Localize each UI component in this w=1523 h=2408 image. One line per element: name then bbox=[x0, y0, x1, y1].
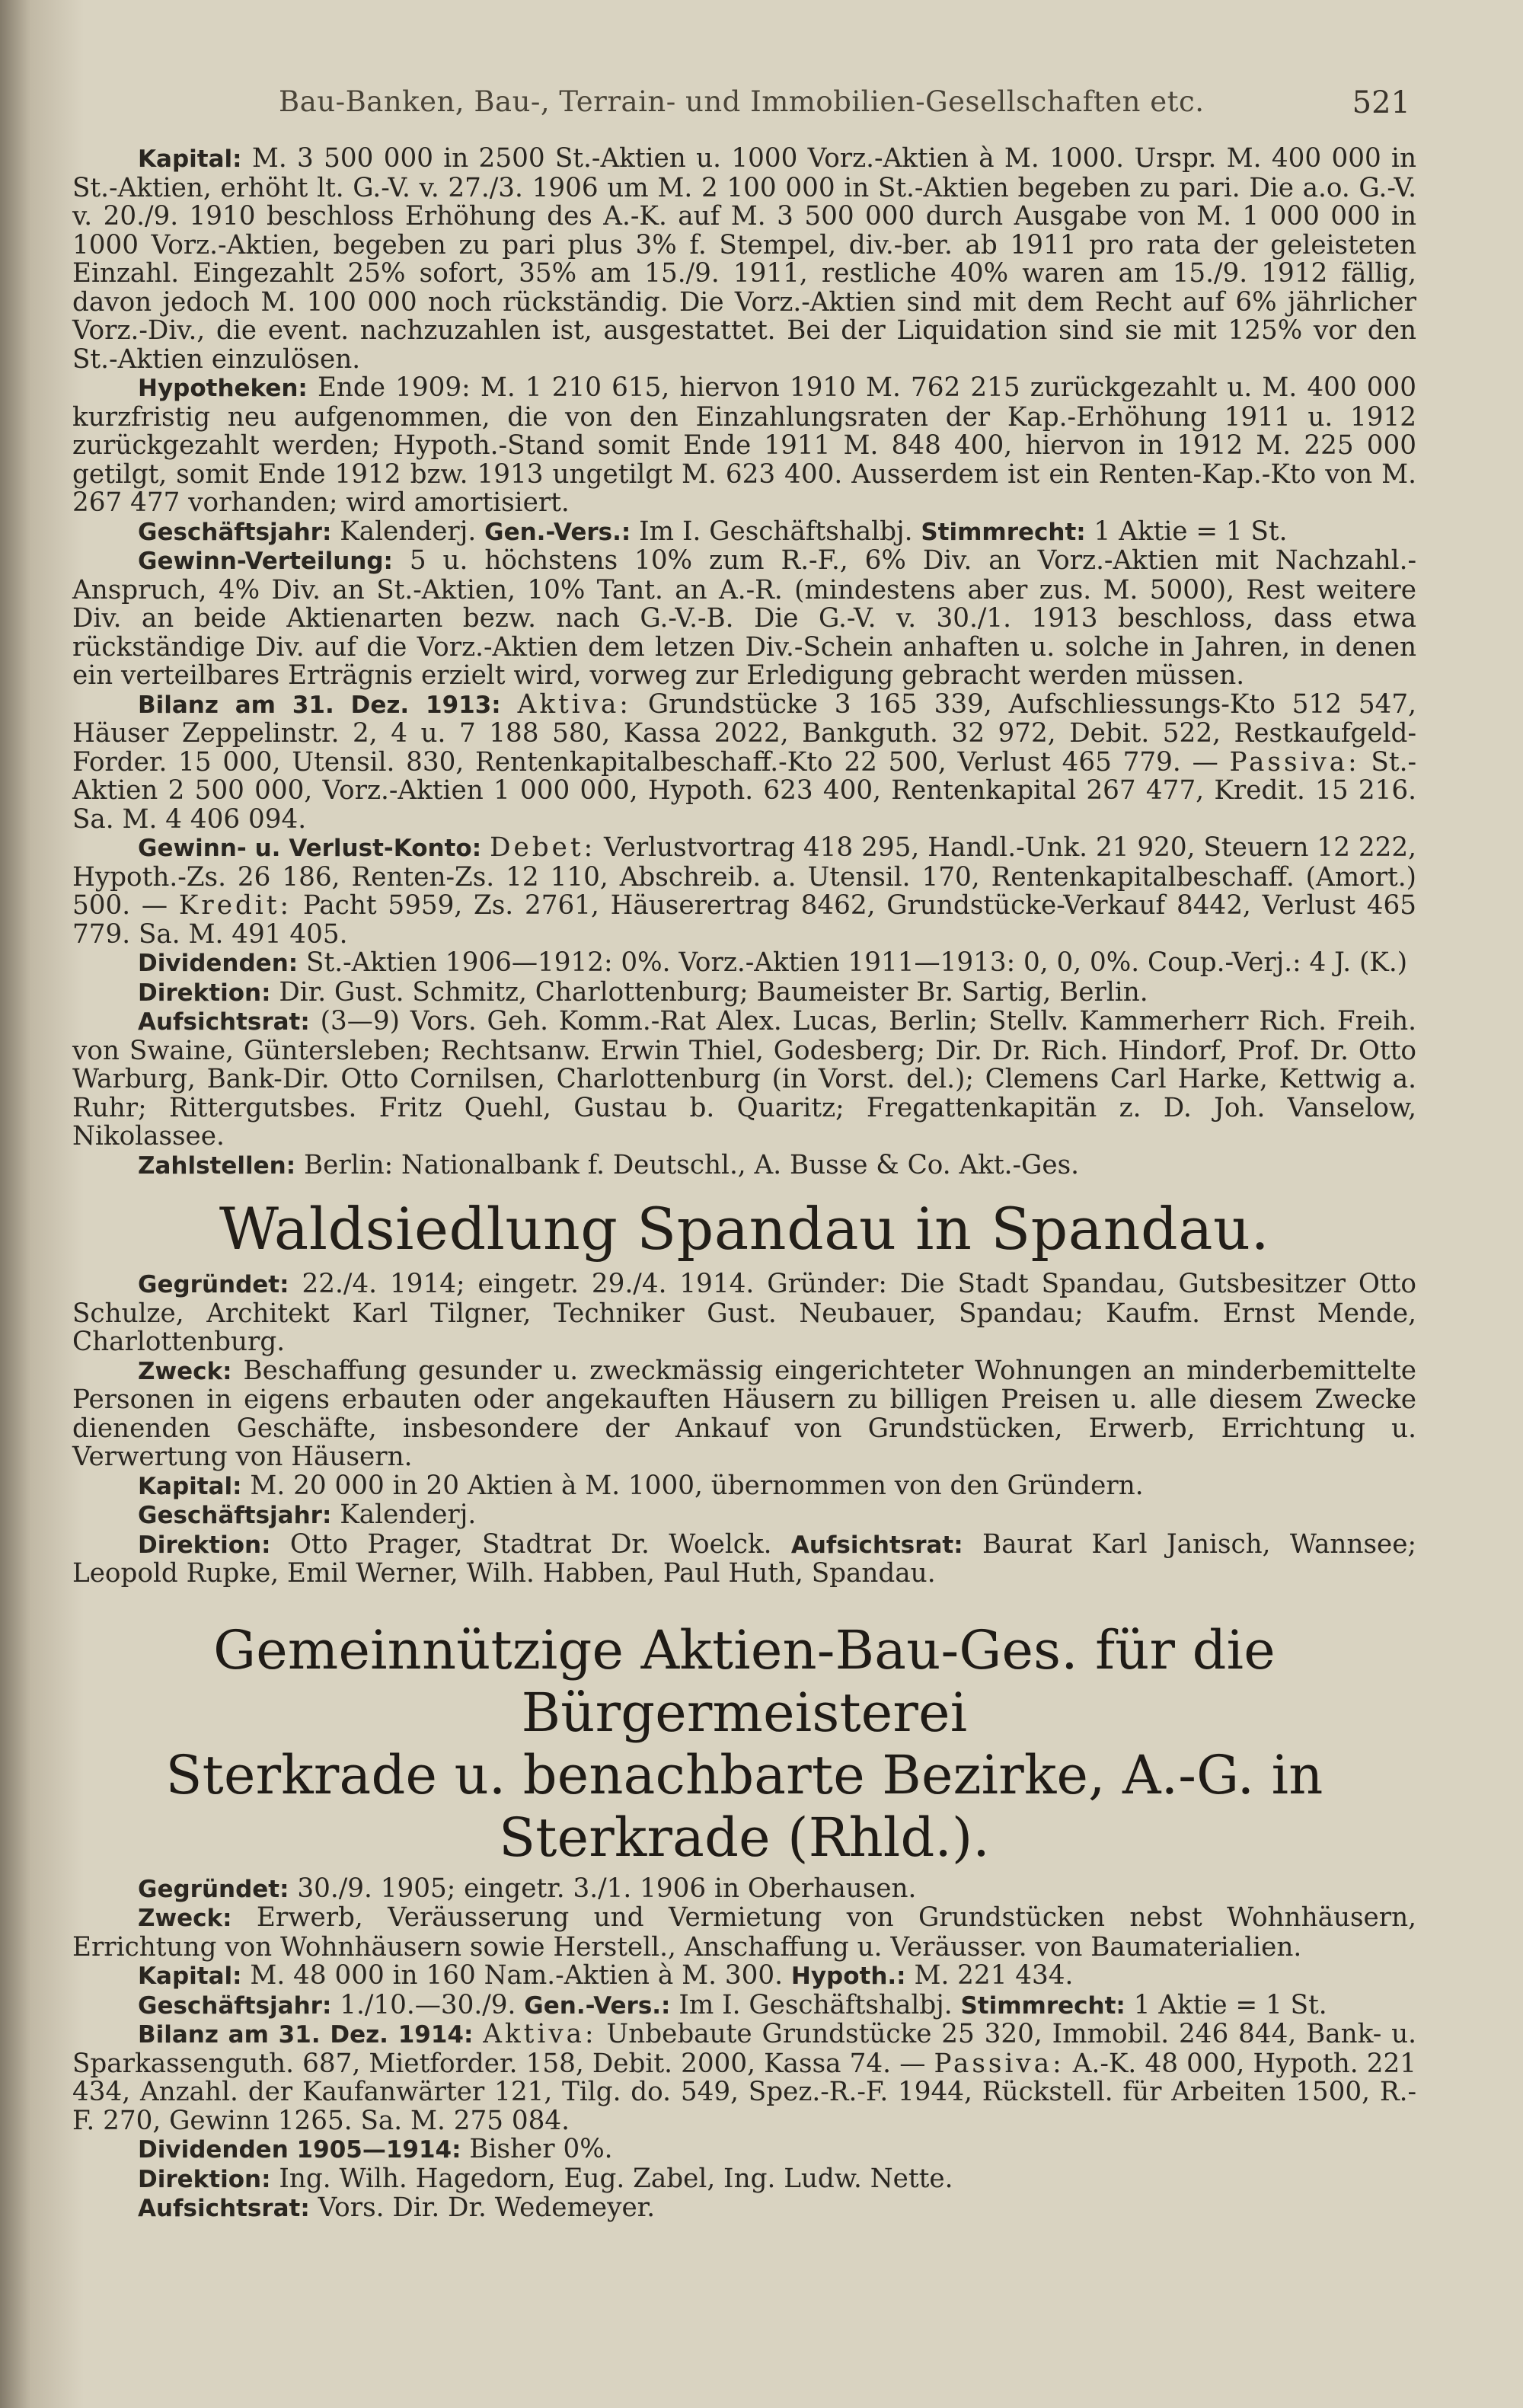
field-label: Gen.-Vers.: bbox=[484, 518, 631, 546]
company-title: Waldsiedlung Spandau in Spandau. bbox=[219, 1195, 1270, 1263]
paragraph-geschaeftsjahr bbox=[72, 1501, 1416, 1531]
field-label: Direktion: bbox=[138, 979, 271, 1007]
paragraph-hypotheken bbox=[72, 374, 1416, 518]
company-title-line-1: Gemeinnützige Aktien-Bau-Ges. für die Bürgermeisterei bbox=[213, 1618, 1276, 1744]
paragraph-zahlstellen bbox=[72, 1151, 1416, 1181]
field-label: Gewinn-Verteilung: bbox=[138, 548, 393, 575]
paragraph-aufsichtsrat bbox=[72, 1008, 1416, 1151]
field-label: Bilanz am 31. Dez. 1914: bbox=[138, 2021, 474, 2049]
field-label-spaced: Passiva: bbox=[934, 2048, 1065, 2079]
field-label-spaced: Debet: bbox=[490, 832, 596, 863]
field-text: Im I. Geschäftshalbj. bbox=[631, 516, 921, 547]
paragraph-bilanz bbox=[72, 2020, 1416, 2135]
field-text: Verlustvortrag 418 295, Handl.-Unk. 21 920, Steuern 12 222, Hypoth.-Zs. 26 186, Renten-Zs. 12 110, Abschreib. a. Utensil. 170, Rentenkapitalbeschaff. (Amort.) 500. — bbox=[72, 832, 1417, 921]
company-title-line-2: Sterkrade u. benachbarte Bezirke, A.-G. in Sterkrade (Rhld.). bbox=[165, 1743, 1323, 1869]
running-header bbox=[0, 85, 1523, 131]
paragraph-kapital bbox=[72, 1962, 1416, 1991]
paragraph-gewinn-verteilung bbox=[72, 547, 1416, 691]
field-text: Erwerb, Veräusserung und Vermietung von Grundstücken nebst Wohnhäusern, Errichtung von Wohnhäusern sowie Herstell., Anschaffung u. Veräusser. von Baumaterialien. bbox=[72, 1902, 1416, 1962]
field-label: Geschäftsjahr: bbox=[138, 1502, 332, 1529]
field-text: Otto Prager, Stadtrat Dr. Woelck. bbox=[270, 1528, 791, 1560]
field-label: Direktion: bbox=[138, 2165, 271, 2193]
entry-sterkrade bbox=[72, 1619, 1416, 2224]
field-text: 1 Aktie = 1 St. bbox=[1125, 1989, 1327, 2020]
field-text: Ende 1909: M. 1 210 615, hiervon 1910 M. 762 215 zurückgezahlt u. M. 400 000 kurzfristig neu aufgenommen, die von den Einzahlungsraten der Kap.-Erhöhung 1911 u. 1912 zurückgezahlt werden; Hypoth.-Stand somit Ende 1911 M. 848 400, hiervon in 1912 M. 225 000 getilgt, somit Ende 1912 bzw. 1913 ungetilgt M. 623 400. Ausserdem ist ein Renten-Kap.-Kto von M. 267 477 vorhanden; wird amortisiert. bbox=[72, 372, 1416, 518]
paragraph-geschaeftsjahr bbox=[72, 518, 1416, 548]
field-text: Vors. Dir. Dr. Wedemeyer. bbox=[309, 2192, 656, 2223]
paragraph-dividenden bbox=[72, 949, 1416, 979]
paragraph-zweck bbox=[72, 1357, 1416, 1472]
paragraph-geschaeftsjahr bbox=[72, 1991, 1416, 2021]
paragraph-kapital bbox=[72, 145, 1416, 374]
field-text: Im I. Geschäftshalbj. bbox=[670, 1989, 961, 2020]
paragraph-direktion bbox=[72, 976, 1416, 1008]
field-label: Zahlstellen: bbox=[138, 1151, 296, 1180]
field-label: Gegründet: bbox=[138, 1875, 289, 1903]
field-label: Gen.-Vers.: bbox=[524, 1991, 671, 2020]
field-label: Bilanz am 31. Dez. 1913: bbox=[138, 691, 501, 719]
field-text: Grundstücke 3 165 339, Aufschliessungs-Kto 512 547, Häuser Zeppelinstr. 2, 4 u. 7 188 580, Kassa 2022, Bankguth. 32 972, Debit. 522, Restkaufgeld-Forder. 15 000, Utensil. 830, Rentenkapitalbeschaff.-Kto 22 500, Verlust 465 779. — bbox=[72, 688, 1416, 778]
paragraph-kapital bbox=[72, 1472, 1416, 1502]
paragraph-dividenden bbox=[72, 2135, 1416, 2165]
field-text: St.-Aktien 1906—1912: 0%. Vorz.-Aktien 1911—1913: 0, 0, 0%. Coup.-Verj.: 4 J. (K.) bbox=[298, 947, 1408, 978]
paragraph-direktion bbox=[72, 2165, 1416, 2195]
field-text: M. 221 434. bbox=[905, 1960, 1074, 1991]
field-text: 30./9. 1905; eingetr. 3./1. 1906 in Oberhausen. bbox=[289, 1873, 917, 1904]
field-label: Stimmrecht: bbox=[921, 518, 1086, 546]
field-label: Kapital: bbox=[138, 145, 242, 173]
field-label: Aufsichtsrat: bbox=[790, 1531, 963, 1559]
field-text: Kalenderj. bbox=[331, 516, 485, 547]
field-text: Berlin: Nationalbank f. Deutschl., A. Busse & Co. Akt.-Ges. bbox=[295, 1149, 1079, 1180]
field-label: Aufsichtsrat: bbox=[138, 2195, 310, 2222]
field-text: 22./4. 1914; eingetr. 29./4. 1914. Gründer: Die Stadt Spandau, Gutsbesitzer Otto Schulze, Architekt Karl Tilgner, Techniker Gust. Neubauer, Spandau; Kaufm. Ernst Mende, Charlottenburg. bbox=[72, 1269, 1416, 1357]
field-text: Baurat Karl Janisch, Wannsee; Leopold Rupke, Emil Werner, Wilh. Habben, Paul Huth, Spandau. bbox=[72, 1528, 1416, 1589]
field-label: Kapital: bbox=[138, 1962, 242, 1990]
field-text: Beschaffung gesunder u. zweckmässig eingerichteter Wohnungen an minderbemittelte Personen in eigens erbauten oder angekauften Häusern zu billigen Preisen u. alle diesem Zwecke dienenden Geschäfte, insbesondere der Ankauf von Grundstücken, Erwerb, Errichtung u. Verwertung von Häusern. bbox=[72, 1355, 1416, 1472]
field-label: Zweck: bbox=[138, 1905, 232, 1932]
paragraph-gegruendet bbox=[72, 1875, 1416, 1905]
company-title bbox=[72, 1619, 1416, 1869]
field-text: M. 48 000 in 160 Nam.-Aktien à M. 300. bbox=[241, 1960, 791, 1991]
field-label: Dividenden 1905—1914: bbox=[138, 2136, 461, 2164]
field-label-spaced: Aktiva: bbox=[517, 688, 631, 720]
field-text: Ing. Wilh. Hagedorn, Eug. Zabel, Ing. Ludw. Nette. bbox=[270, 2163, 953, 2194]
field-text: Pacht 5959, Zs. 2761, Häuserertrag 8462, Grundstücke-Verkauf 8442, Verlust 465 779. Sa. M. 491 405. bbox=[72, 890, 1416, 950]
page-number: 521 bbox=[1352, 85, 1410, 120]
field-label-spaced: Passiva: bbox=[1229, 746, 1360, 778]
field-text: A.-K. 48 000, Hypoth. 221 434, Anzahl. der Kaufanwärter 121, Tilg. do. 549, Spez.-R.-F. 1944, Rückstell. für Arbeiten 1500, R.-F. 270, Gewinn 1265. Sa. M. 275 084. bbox=[72, 2048, 1416, 2136]
field-label: Zweck: bbox=[138, 1357, 232, 1385]
paragraph-aufsichtsrat bbox=[72, 2194, 1416, 2224]
field-text: (3—9) Vors. Geh. Komm.-Rat Alex. Lucas, Berlin; Stellv. Kammerherr Rich. Freih. von Swaine, Güntersleben; Rechtsanw. Erwin Thiel, Godesberg; Dir. Dr. Rich. Hindorf, Prof. Dr. Otto Warburg, Bank-Dir. Otto Cornilsen, Charlottenburg (in Vorst. del.); Clemens Carl Harke, Kettwig a. Ruhr; Rittergutsbes. Fritz Quehl, Gustau b. Quaritz; Fregattenkapitän z. D. Joh. Vanselow, Nikolassee. bbox=[72, 1006, 1416, 1151]
field-label: Direktion: bbox=[138, 1531, 271, 1559]
page-content bbox=[72, 145, 1416, 2224]
field-text: Unbebaute Grundstücke 25 320, Immobil. 246 844, Bank- u. Sparkassenguth. 687, Mietforder. 158, Debit. 2000, Kassa 74. — bbox=[72, 2019, 1416, 2079]
paragraph-direktion bbox=[72, 1528, 1416, 1589]
field-label: Geschäftsjahr: bbox=[138, 1991, 332, 2020]
field-label: Gewinn- u. Verlust-Konto: bbox=[138, 835, 482, 862]
field-text: Bisher 0%. bbox=[461, 2134, 613, 2164]
field-label-spaced: Kredit: bbox=[178, 890, 292, 921]
field-text: M. 20 000 in 20 Aktien à M. 1000, übernommen von den Gründern. bbox=[241, 1470, 1144, 1501]
field-text: Dir. Gust. Schmitz, Charlottenburg; Baumeister Br. Sartig, Berlin. bbox=[270, 976, 1148, 1008]
field-label: Hypotheken: bbox=[138, 375, 308, 402]
field-label-spaced: Aktiva: bbox=[483, 2019, 597, 2049]
field-text: 1./10.—30./9. bbox=[331, 1989, 525, 2020]
field-label: Dividenden: bbox=[138, 950, 299, 977]
field-label: Hypoth.: bbox=[790, 1962, 906, 1990]
field-text: 1 Aktie = 1 St. bbox=[1085, 516, 1288, 547]
paragraph-gewinn-verlust bbox=[72, 834, 1416, 949]
field-text: M. 3 500 000 in 2500 St.-Aktien u. 1000 Vorz.-Aktien à M. 1000. Urspr. M. 400 000 in St.-Aktien, erhöht lt. G.-V. v. 27./3. 1906 um M. 2 100 000 in St.-Aktien begeben zu pari. Die a.o. G.-V. v. 20./9. 1910 beschloss Erhöhung des A.-K. auf M. 3 500 000 durch Ausgabe von M. 1 000 000 in 1000 Vorz.-Aktien, begeben zu pari plus 3% f. Stempel, div.-ber. ab 1911 pro rata der geleisteten Einzahl. Eingezahlt 25% sofort, 35% am 15./9. 1911, restliche 40% waren am 15./9. 1912 fällig, davon jedoch M. 100 000 noch rückständig. Die Vorz.-Aktien sind mit dem Recht auf 6% jährlicher Vorz.-Div., die event. nachzuzahlen ist, ausgestattet. Bei der Liquidation sind sie mit 125% vor den St.-Aktien einzulösen. bbox=[72, 143, 1416, 375]
paragraph-bilanz bbox=[72, 688, 1416, 835]
field-label: Gegründet: bbox=[138, 1271, 289, 1298]
field-label: Aufsichtsrat: bbox=[138, 1008, 310, 1036]
paragraph-gegruendet bbox=[72, 1270, 1416, 1357]
field-label: Stimmrecht: bbox=[960, 1991, 1125, 2020]
header-title: Bau-Banken, Bau-, Terrain- und Immobilien-Gesellschaften etc. bbox=[279, 85, 1205, 118]
field-text: 5 u. höchstens 10% zum R.-F., 6% Div. an Vorz.-Aktien mit Nachzahl.-Anspruch, 4% Div. an St.-Aktien, 10% Tant. an A.-R. (mindestens aber zus. M. 5000), Rest weitere Div. an beide Aktienarten bezw. nach G.-V.-B. Die G.-V. v. 30./1. 1913 beschloss, dass etwa rückständige Div. auf die Vorz.-Aktien dem letzen Div.-Schein anhaften u. solche in Jahren, in denen ein verteilbares Erträgnis erzielt wird, vorweg zur Erledigung gebracht werden müssen. bbox=[72, 545, 1416, 691]
field-text: Kalenderj. bbox=[331, 1499, 477, 1530]
field-label: Geschäftsjahr: bbox=[138, 518, 332, 546]
paragraph-zweck bbox=[72, 1904, 1416, 1962]
entry-waldsiedlung bbox=[72, 1196, 1416, 1589]
entry-continuation bbox=[72, 145, 1416, 1180]
field-text: St.-Aktien 2 500 000, Vorz.-Aktien 1 000 000, Hypoth. 623 400, Rentenkapital 267 477, Kredit. 15 216. Sa. M. 4 406 094. bbox=[72, 746, 1416, 835]
field-label: Kapital: bbox=[138, 1472, 242, 1500]
